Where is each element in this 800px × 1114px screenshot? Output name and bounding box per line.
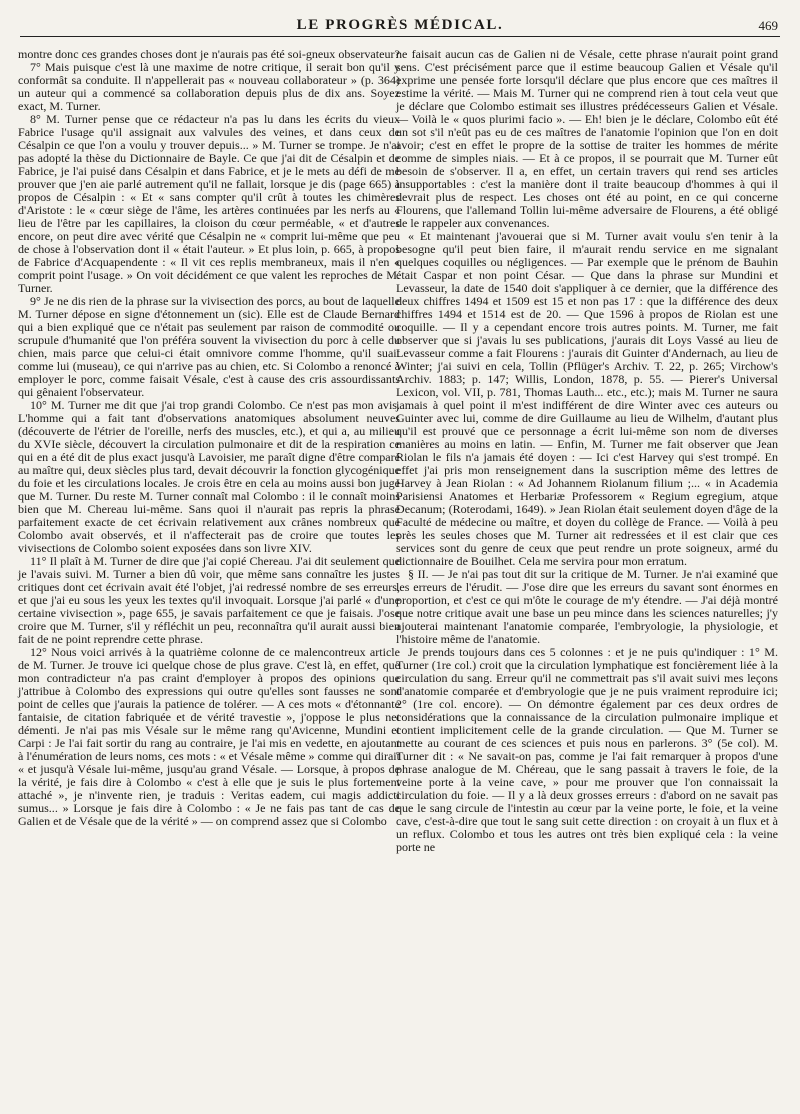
- paragraph: § II. — Je n'ai pas tout dit sur la critique de M. Turner. Je n'ai examiné que les erreurs de l'érudit. — J'ose dire que les erreurs du savant sont énormes en proportion, et c'est ce qui m'ôte le courage de m'y étendre. — J'ai déjà montré que notre critique avait une base un peu mince dans les sciences naturelles; j'y ajouterai maintenant l'anatomie comparée, l'embryologie, la physiologie, et l'histoire même de l'anatomie.: [396, 567, 778, 646]
- paragraph: 11° Il plaît à M. Turner de dire que j'ai copié Chereau. J'ai dit seulement que je l'avais suivi. M. Turner a bien dû voir, que même sans connaître les justes critiques dont cet écrivain avait été l'objet, j'ai redressé nombre de ses erreurs, et que j'ai eu sous les yeux les textes qu'il invoquait. Lorsque j'ai parlé « d'une certaine vivisection », page 655, je savais parfaitement ce que je faisais. J'ose croire que M. Turner, s'il y réfléchit un peu, reconnaîtra qu'il aurait aussi bien fait de ne point reprendre cette phrase.: [18, 554, 400, 646]
- right-column: [396, 48, 778, 854]
- paragraph: ne faisait aucun cas de Galien ni de Vésale, cette phrase n'aurait point grand sens. C'est précisément parce que il estime beaucoup Galien et Vésale qu'il exprime une pensée forte lorsqu'il déclare que plus encore que ces maîtres il estime la vérité. — Mais M. Turner qui ne comprend rien à tout cela veut que je déclare que Colombo estimait ses illustres prédécesseurs Galien et Vésale. — Voilà le « quos plurimi facio ». — Eh! bien je le déclare, Colombo eût été un sot s'il n'eût pas eu de ces maîtres de l'anatomie l'opinion que l'on en doit avoir; c'est en effet le propre de la sottise de traiter les hommes de mérite comme de simples niais. — Et à ce propos, il se pourrait que M. Turner eût besoin de s'observer. Il a, en effet, un certain travers qui rend ses articles insupportables : c'est la manière dont il traite beaucoup d'hommes à qui il devrait plus de respect. Les choses ont été au point, en ce qui concerne Flourens, que l'allemand Tollin lui-même adversaire de Flourens, a été obligé de le rappeler aux convenances.: [396, 47, 778, 230]
- paragraph: 10° M. Turner me dit que j'ai trop grandi Colombo. Ce n'est pas mon avis. L'homme qui a fait tant d'observations anatomiques absolument neuves (découverte de l'étrier de l'oreille, nerfs des muscles, etc.), et qui a, au milieu du XVIe siècle, découvert la circulation pulmonaire et dit de la respiration ce qui en a été dit de plus exact jusqu'à Lavoisier, me paraît digne d'être comparé au maître qui, deux siècles plus tard, devait découvrir la fonction glycogénique du foie et les circulations locales. Je crois être en cela au moins aussi bon juge que M. Turner. Du reste M. Turner connaît mal Colombo : il le connaît moins bien que M. Chereau lui-même. Sans quoi il n'aurait pas repris la phrase parfaitement exacte de cet écrivain relativement aux crânes nombreux que Colombo avait observés, et il n'affecterait pas de croire que toutes les vivisections de Colombo soient exposées dans son livre XIV.: [18, 398, 400, 555]
- paragraph: 8° M. Turner pense que ce rédacteur n'a pas lu dans les écrits du vieux Fabrice l'usage qu'il assignait aux valvules des veines, et dans ceux de Césalpin ce que l'on a voulu y trouver depuis... » M. Turner se trompe. Je n'ai pas adopté la thèse du Dictionnaire de Bayle. Ce que j'ai dit de Césalpin et de Fabrice, je l'ai puisé dans Césalpin et dans Fabrice, et je le mets au défi de me prouver que j'en aie parlé autrement qu'il ne fallait, lorsque je dis (page 665) à propos de Césalpin : « Et « sans compter qu'il crût à toutes les chimères d'Aristote : le « cœur siège de l'âme, les artères continuées par les nerfs au « lieu de l'être par les capillaires, la cloison du cœur perméable, « et d'autres encore, on peut dire avec vérité que Césalpin ne « comprit lui-même que peu de chose à l'observation dont il « était l'auteur. » Et plus loin, p. 665, à propos de Fabrice d'Acquapendente : « Il vit ces replis membraneux, mais il n'en « comprit point l'usage. » On voit décidément ce que valent les reproches de M. Turner.: [18, 112, 400, 295]
- paragraph: 7° Mais puisque c'est là une maxime de notre critique, il serait bon qu'il y conformât sa conduite. Il n'appellerait pas « nouveau collaborateur » (p. 364) un auteur qui a commencé sa collaboration depuis plus de dix ans. Soyez exact, M. Turner.: [18, 60, 400, 113]
- left-column: [18, 48, 400, 828]
- paragraph: montre donc ces grandes choses dont je n'aurais pas été soi-gneux observateur?: [18, 47, 400, 61]
- page-number: 469: [758, 18, 778, 33]
- paragraph: 12° Nous voici arrivés à la quatrième colonne de ce malencontreux article de M. Turner. Je trouve ici quelque chose de plus grave. C'est là, en effet, que mon contradicteur n'a pas craint d'employer à propos des opinions que j'attribue à Colombo des expressions qui outre qu'elles sont fausses ne sont point de celles que j'aurais la patience de tolérer. — A ces mots « d'étonnante fantaisie, de citation fabriquée et de vérité travestie », j'oppose le plus net démenti. Je n'ai pas mis Vésale sur le même rang qu'Avicenne, Mundini et Carpi : Je l'ai fait sortir du rang au contraire, je l'ai mis en vedette, en ajoutant à l'énumération de leurs noms, ces mots : « et Vésale même » comme qui dirait « et jusqu'à Vésale lui-même, jusqu'au grand Vésale. — Lorsque, à propos de la vérité, je fais dire à Colombo « c'est à elle que je suis le plus fortement attaché », je n'invente rien, je traduis : Veritas eadem, cui magis addicti sumus... » Lorsque je fais dire à Colombo : « Je ne fais pas tant de cas de Galien et de Vésale que de la vérité » — on comprend assez que si Colombo: [18, 645, 400, 828]
- journal-title: LE PROGRÈS MÉDICAL.: [296, 17, 504, 33]
- paragraph: Je prends toujours dans ces 5 colonnes : et je ne puis qu'indiquer : 1° M. Turner (1re col.) croit que la circulation lymphatique est foncièrement liée à la circulation du sang. Erreur qu'il ne commettrait pas s'il avait suivi mes leçons d'anatomie comparée et d'embryologie que je ne puis vraiment reproduire ici; 2° (1re col. encore). — On démontre également par ces deux ordres de considérations que la connaissance de la circulation pulmonaire implique et contient implicitement celle de la grande circulation. — Que M. Turner se mette au courant de ces sciences et puis nous en parlerons. 3° (5e col). M. Turner dit : « Ne savait-on pas, comme je l'ai fait remarquer à propos d'une phrase analogue de M. Chéreau, que le sang passait à travers le foie, de la veine porte à la veine cave, » pour me prouver que l'on connaissait la circulation du foie. — Il y a là deux grosses erreurs : d'abord on ne savait pas que le sang circule de l'intestin au cœur par la veine porte, le foie, et la veine cave, c'est-à-dire que tout le sang suit cette direction : on croyait à un flux et à un reflux. Colombo et tous les autres ont très bien expliqué cela : la veine porte ne: [396, 645, 778, 854]
- paragraph: « Et maintenant j'avouerai que si M. Turner avait voulu s'en tenir à la besogne qu'il peut bien faire, il m'aurait rendu service en me signalant quelques coquilles ou négligences. — Par exemple que le prénom de Bauhin était Caspar et non point César. — Que dans la phrase sur Mundini et Levasseur, la date de 1540 doit s'appliquer à ce dernier, que la différence des deux chiffres 1494 et 1509 est 15 et non pas 17 : que la différence des deux chiffres 1494 et 1514 est de 20. — Que 1596 à propos de Riolan est une coquille. — Il y a cependant encore trois autres points. M. Turner, me fait observer que si j'avais lu ses publications, j'aurais dit Loys Vassé au lieu de Levasseur comme a fait Flourens : j'aurais dit Guinter d'Andernach, au lieu de Winter; j'ai suivi en cela, Tollin (Pflüger's Archiv. T. 22, p. 265; Virchow's Archiv. 1883; p. 147; Willis, London, 1878, p. 55. — Pierer's Universal Lexicon, vol. VII, p. 781, Thomas Lauth... etc., etc.); mais M. Turner ne saura jamais à quel point il m'est indifférent de dire Winter avec ces auteurs ou Guinter avec lui, comme de dire Guillaume au lieu de Wilhelm, d'autant plus qu'il est prouvé que ce personnage a écrit lui-même son nom de diverses manières au moins en latin. — Enfin, M. Turner me fait observer que Jean Riolan le fils n'a jamais été doyen : — Ici c'est Harvey qui s'est trompé. En effet j'ai pris mon renseignement dans la suscription même des lettres de Harvey à Jean Riolan : « Ad Johannem Riolanum filium ;... « in Academia Parisiensi Anatomes et Herbariæ Professorem « Regium egregium, atque Decanum; (Roterodami, 1649). » Jean Riolan était seulement doyen d'âge de la Faculté de médecine ou maître, et doyen du collège de France. — Voilà à peu près les seules choses que M. Turner ait redressées et il est clair que ces services sont du genre de ceux que peut rendre un prote soigneux, armé du dictionnaire de Bouilhet. Cela me servira pour mon erratum.: [396, 229, 778, 568]
- paragraph: 9° Je ne dis rien de la phrase sur la vivisection des porcs, au bout de laquelle M. Turner dépose en signe d'étonnement un (sic). Elle est de Claude Bernard qui a bien expliqué que ce n'était pas seulement par raison de commodité ou scrupule d'humanité que l'on préféra souvent la vivisection du porc à celle du chien, mais parce que celui-ci était omnivore comme l'homme, qu'il suait comme lui (museau), ce qui n'arrive pas au chien, etc. Si Colombo a renoncé à employer le porc, comme faisait Vésale, c'est à cause des cris assourdissants qui gênaient l'observateur.: [18, 294, 400, 399]
- page-header: [20, 14, 780, 37]
